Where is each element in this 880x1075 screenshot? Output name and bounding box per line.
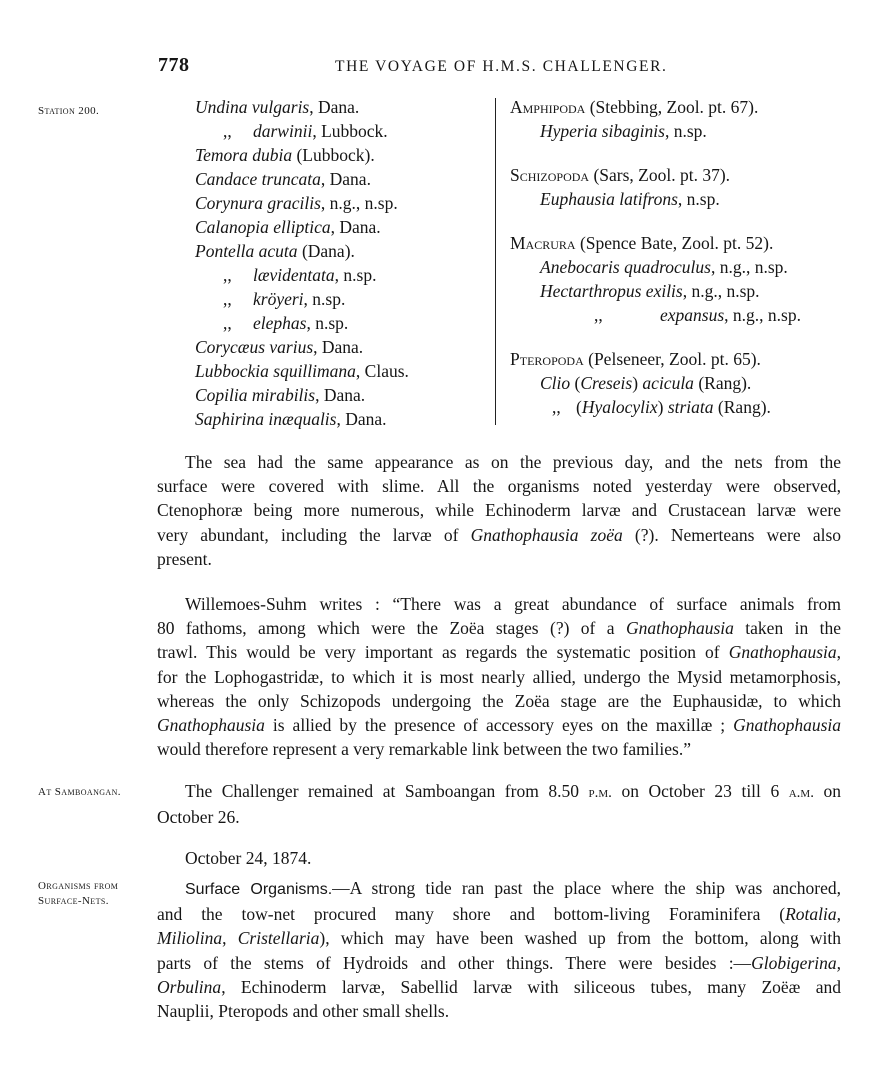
text-line: The Challenger remained at Samboangan from 8.50 p.m. on October 23 till 6 a.m. on: [185, 781, 842, 801]
text-line: Ctenophoræ being more numerous, while Echinoderm larvæ and Crustacean larvæ were: [157, 500, 841, 521]
species-hectarthropus: Hectarthropus exilis, n.g., n.sp.: [540, 281, 760, 301]
species-entry: ,, elephas, n.sp.: [223, 313, 349, 333]
page-number: 778: [158, 54, 190, 76]
date-line: October 24, 1874.: [185, 848, 312, 868]
species-entry: Corynura gracilis, n.g., n.sp.: [195, 193, 398, 213]
species-anebocaris: Anebocaris quadroculus, n.g., n.sp.: [540, 257, 788, 277]
text-line: for the Lophogastridæ, to which it is most nearly allied, undergo the Mysid metamorphosis,: [157, 666, 841, 687]
side-note-organisms: Organisms from Surface-Nets.: [38, 880, 119, 907]
species-entry: Calanopia elliptica, Dana.: [195, 217, 381, 237]
text-line: surface were covered with slime. All the organisms noted yesterday were observed,: [157, 476, 841, 497]
macrura-heading: Macrura (Spence Bate, Zool. pt. 52).: [510, 233, 774, 253]
text-line: trawl. This would be very important as regards the systematic position of Gnathophausia,: [157, 642, 841, 663]
text-line: very abundant, including the larvæ of Gnathophausia zoëa (?). Nemerteans were also: [157, 524, 842, 545]
paragraph-samboangan: [157, 779, 841, 829]
text-line: Nauplii, Pteropods and other small shells.: [157, 1001, 450, 1022]
text-line: 80 fathoms, among which were the Zoëa stages (?) of a Gnathophausia taken in the: [157, 618, 841, 639]
running-title: THE VOYAGE OF H.M.S. CHALLENGER.: [335, 58, 668, 75]
species-entry: Saphirina inæqualis, Dana.: [195, 409, 387, 429]
side-note-station: Station 200.: [38, 105, 100, 117]
section-heading: Surface Organisms.: [185, 881, 333, 898]
text-line: Gnathophausia is allied by the presence of accessory eyes on the maxillæ ; Gnathophausia: [157, 715, 841, 736]
species-entry: Pontella acuta (Dana).: [195, 241, 355, 261]
species-entry: ,, kröyeri, n.sp.: [223, 289, 346, 309]
species-entry: Candace truncata, Dana.: [195, 169, 371, 189]
paragraph-sea-appearance: [157, 450, 841, 571]
text-line: and the tow-net procured many shore and bottom-living Foraminifera (Rotalia,: [157, 904, 841, 925]
text-line: Orbulina, Echinoderm larvæ, Sabellid larvæ with siliceous tubes, many Zoëæ and: [157, 976, 841, 997]
species-clio-acicula: Clio (Creseis) acicula (Rang).: [540, 373, 752, 393]
text-line: The sea had the same appearance as on the previous day, and the nets from the: [185, 452, 841, 472]
amphipoda-heading: Amphipoda (Stebbing, Zool. pt. 67).: [510, 97, 759, 117]
paragraph-surface-organisms: [157, 876, 841, 1023]
species-entry: Lubbockia squillimana, Claus.: [195, 361, 409, 381]
text-line: Surface Organisms.—A strong tide ran past the place where the ship was anchored,: [185, 878, 841, 898]
text-line: Willemoes-Suhm writes : “There was a great abundance of surface animals from: [185, 594, 841, 614]
species-entry: Undina vulgaris, Dana.: [195, 97, 360, 117]
species-entry: Corycæus varius, Dana.: [195, 337, 364, 357]
pteropoda-heading: Pteropoda (Pelseneer, Zool. pt. 65).: [510, 349, 761, 369]
column-divider: [495, 98, 496, 425]
text-line: whereas the only Schizopods undergoing the Zoëa stage are the Euphausidæ, to which: [157, 690, 841, 711]
species-list-left: [195, 95, 485, 435]
species-list-right: [510, 95, 850, 435]
text-line: present.: [157, 548, 212, 569]
species-entry: Copilia mirabilis, Dana.: [195, 385, 366, 405]
text-line: would therefore represent a very remarkable link between the two families.”: [157, 739, 692, 760]
species-entry: ,, lævidentata, n.sp.: [223, 265, 377, 285]
species-euphausia: Euphausia latifrons, n.sp.: [540, 189, 720, 209]
paragraph-willemoes-suhm: [157, 592, 841, 761]
species-clio-striata: ,, (Hyalocylix) striata (Rang).: [552, 397, 771, 417]
text-line: parts of the stems of Hydroids and other things. There were besides :—Globigerina,: [157, 952, 841, 973]
species-entry: ,, darwinii, Lubbock.: [223, 121, 388, 141]
schizopoda-heading: Schizopoda (Sars, Zool. pt. 37).: [510, 165, 731, 185]
species-hectarthropus-expansus: ,, expansus, n.g., n.sp.: [594, 305, 801, 325]
species-hyperia: Hyperia sibaginis, n.sp.: [540, 121, 707, 141]
text-line: October 26.: [157, 807, 240, 828]
text-line: Miliolina, Cristellaria), which may have been washed up from the bottom, along with: [157, 928, 841, 949]
side-note-samboangan: At Samboangan.: [38, 786, 121, 798]
species-entry: Temora dubia (Lubbock).: [195, 145, 375, 165]
